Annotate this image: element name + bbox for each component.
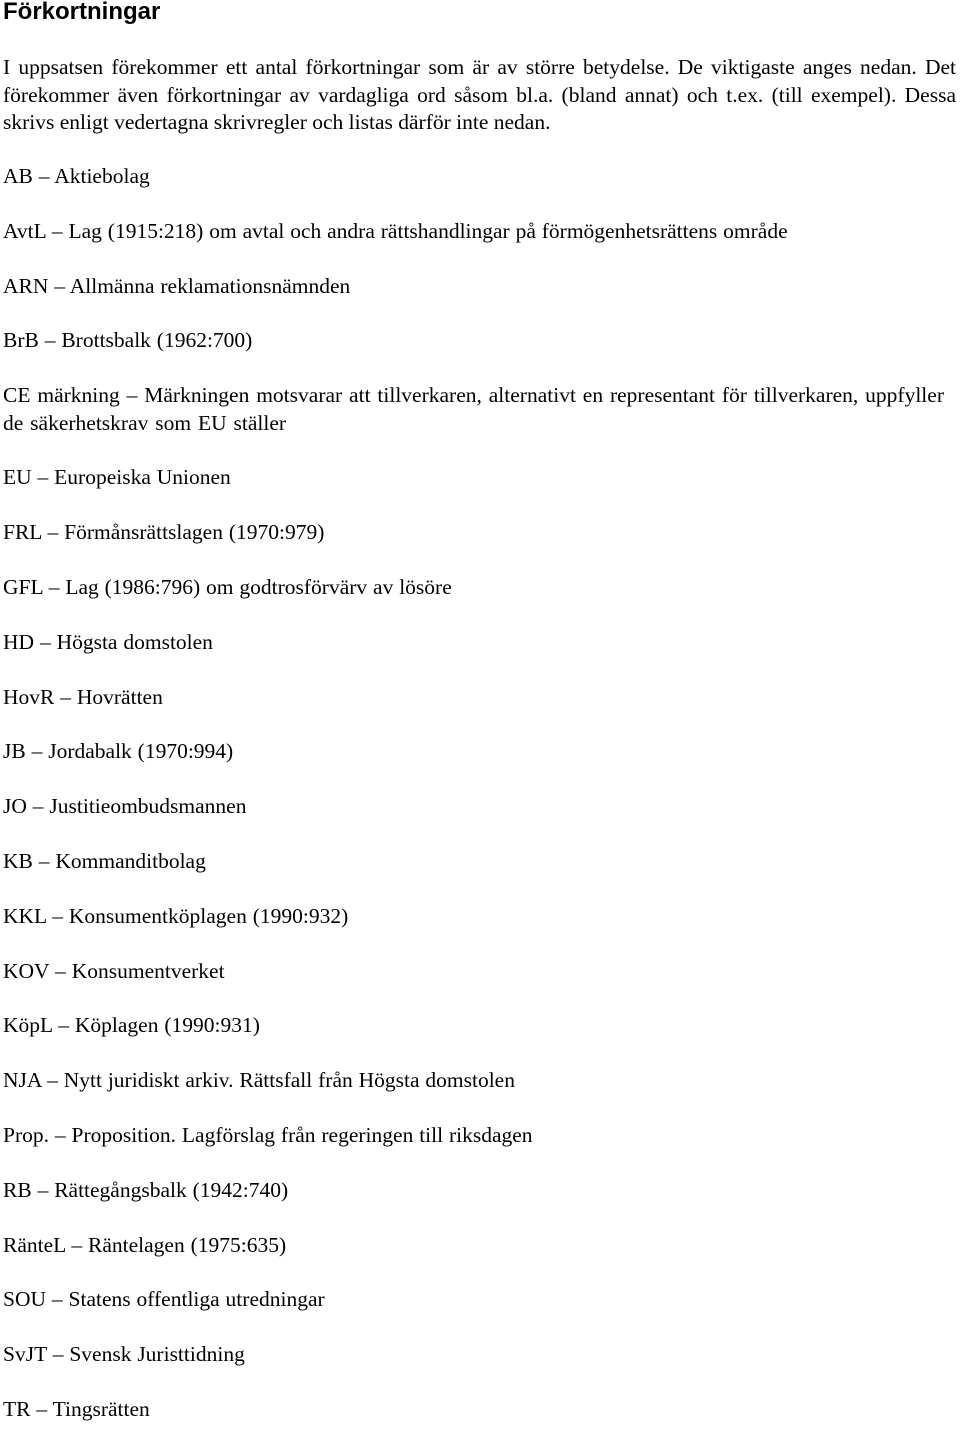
abbreviation-entry — [3, 629, 958, 657]
abbreviation-entry — [3, 958, 958, 986]
separator-dash: – — [51, 1287, 63, 1312]
separator-dash: – — [48, 575, 60, 600]
abbreviation-term: JB — [3, 739, 26, 764]
separator-dash: – — [126, 383, 138, 408]
abbreviation-term: BrB — [3, 328, 39, 353]
separator-dash: – — [58, 1013, 69, 1038]
abbreviation-term: KöpL — [3, 1013, 53, 1038]
abbreviation-entry — [3, 684, 958, 712]
abbreviation-entry — [3, 382, 958, 437]
abbreviation-entry — [3, 1012, 958, 1040]
abbreviation-entry — [3, 519, 958, 547]
abbreviation-entry — [3, 327, 958, 355]
separator-dash: – — [52, 903, 64, 928]
abbreviation-definition: Räntelagen (1975:635) — [87, 1232, 287, 1257]
separator-dash: – — [31, 739, 43, 764]
abbreviation-definition: Proposition. Lagförslag från regeringen till riksdagen — [71, 1123, 533, 1148]
abbreviation-entry — [3, 1396, 958, 1424]
abbreviation-definition: Kommanditbolag — [55, 849, 206, 874]
abbreviation-definition: Justitieombudsmannen — [49, 794, 247, 819]
abbreviation-term: KOV — [3, 958, 50, 983]
abbreviation-entry — [3, 1122, 958, 1150]
abbreviation-definition: Allmänna reklamationsnämnden — [69, 273, 351, 298]
abbreviation-definition: Hovrätten — [76, 684, 163, 709]
separator-dash: – — [54, 1123, 66, 1148]
abbreviation-entry — [3, 903, 958, 931]
abbreviation-term: ARN — [3, 273, 49, 298]
abbreviation-term: Prop. — [3, 1123, 49, 1148]
abbreviation-entry — [3, 738, 958, 766]
abbreviation-entry — [3, 218, 958, 246]
abbreviation-term: RänteL — [3, 1232, 66, 1257]
separator-dash: – — [37, 465, 49, 490]
abbreviation-term: JO — [3, 794, 27, 819]
abbreviation-definition: Rättegångsbalk (1942:740) — [54, 1177, 289, 1202]
separator-dash: – — [60, 684, 71, 709]
abbreviation-definition: Köplagen (1990:931) — [74, 1013, 260, 1038]
separator-dash: – — [39, 629, 51, 654]
abbreviation-term: AvtL — [3, 218, 46, 243]
intro-paragraph: I uppsatsen förekommer ett antal förkortningar som är av större betydelse. De viktigaste anges nedan. Det förekommer även förkortningar av vardagliga ord såsom bl.a. (bland annat) och t.ex. (till exempel). Dessa skrivs enligt vedertagna skrivregler och listas därför inte nedan. — [3, 55, 956, 134]
abbreviation-definition: Tingsrätten — [52, 1397, 150, 1422]
abbreviation-term: GFL — [3, 575, 43, 600]
abbreviation-entry — [3, 163, 958, 191]
abbreviation-list — [3, 163, 958, 1451]
separator-dash: – — [52, 1342, 64, 1367]
abbreviation-definition: Konsumentköplagen (1990:932) — [68, 903, 349, 928]
abbreviation-entry — [3, 1232, 958, 1260]
abbreviation-term: SOU — [3, 1287, 47, 1312]
abbreviation-definition: Svensk Juristtidning — [69, 1342, 245, 1367]
page-title: Förkortningar — [3, 0, 161, 25]
abbreviation-term: TR — [3, 1397, 31, 1422]
abbreviation-definition: Europeiska Unionen — [54, 465, 231, 490]
abbreviation-term: FRL — [3, 520, 42, 545]
abbreviation-term: KKL — [3, 903, 47, 928]
separator-dash: – — [38, 164, 50, 188]
abbreviation-definition: Högsta domstolen — [56, 629, 213, 654]
abbreviation-term: EU — [3, 465, 32, 490]
separator-dash: – — [47, 1068, 58, 1093]
abbreviation-term: KB — [3, 849, 33, 874]
abbreviation-term: AB — [3, 164, 33, 188]
abbreviation-term: NJA — [3, 1068, 42, 1093]
abbreviation-entry — [3, 793, 958, 821]
abbreviation-entry — [3, 574, 958, 602]
abbreviation-definition: Märkningen motsvarar att tillverkaren, alternativt en representant för tillverkaren, uppfyller de säkerhetskrav som EU ställer — [3, 383, 944, 435]
abbreviation-entry — [3, 1067, 958, 1095]
abbreviation-term: RB — [3, 1177, 32, 1202]
separator-dash: – — [32, 794, 44, 819]
abbreviation-definition: Brottsbalk (1962:700) — [61, 328, 253, 353]
separator-dash: – — [44, 328, 56, 353]
abbreviation-entry — [3, 848, 958, 876]
separator-dash: – — [47, 520, 59, 545]
separator-dash: – — [71, 1232, 83, 1257]
abbreviation-entry — [3, 273, 958, 301]
abbreviation-definition: Konsumentverket — [71, 958, 225, 983]
separator-dash: – — [55, 958, 66, 983]
abbreviation-term: HovR — [3, 684, 55, 709]
separator-dash: – — [37, 1177, 49, 1202]
abbreviation-definition: Lag (1915:218) om avtal och andra rättshandlingar på förmögenhetsrättens område — [68, 218, 788, 243]
abbreviation-entry — [3, 1341, 958, 1369]
abbreviation-entry — [3, 1286, 958, 1314]
abbreviation-term: CE märkning — [3, 383, 120, 408]
abbreviation-definition: Lag (1986:796) om godtrosförvärv av lösöre — [65, 575, 452, 600]
separator-dash: – — [36, 1397, 48, 1422]
abbreviation-definition: Förmånsrättslagen (1970:979) — [64, 520, 325, 545]
abbreviation-term: SvJT — [3, 1342, 47, 1367]
abbreviation-definition: Statens offentliga utredningar — [68, 1287, 325, 1312]
abbreviation-definition: Aktiebolag — [54, 164, 150, 188]
separator-dash: – — [54, 273, 66, 298]
abbreviation-definition: Nytt juridiskt arkiv. Rättsfall från Högsta domstolen — [63, 1068, 515, 1093]
separator-dash: – — [38, 849, 50, 874]
abbreviation-entry — [3, 1177, 958, 1205]
abbreviation-term: HD — [3, 629, 35, 654]
abbreviation-definition: Jordabalk (1970:994) — [48, 739, 234, 764]
abbreviation-entry — [3, 464, 958, 492]
separator-dash: – — [51, 218, 63, 243]
